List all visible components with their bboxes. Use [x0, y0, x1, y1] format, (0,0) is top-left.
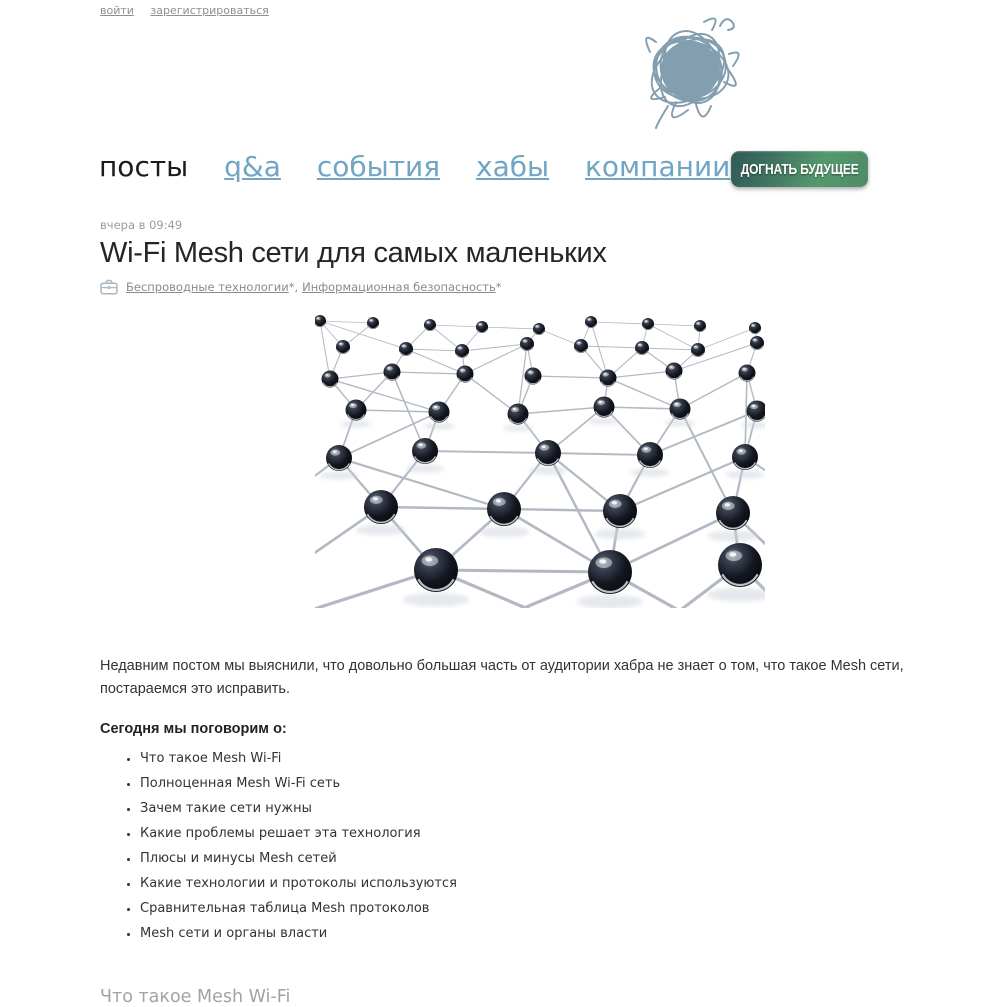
- list-item: • Сравнительная таблица Mesh протоколов: [140, 896, 928, 921]
- login-link[interactable]: войти: [100, 4, 134, 17]
- nav-item-qa[interactable]: q&a: [224, 150, 281, 183]
- list-item: • Что такое Mesh Wi-Fi: [140, 746, 928, 771]
- section-heading: Что такое Mesh Wi-Fi: [100, 987, 291, 1007]
- site-logo[interactable]: [634, 10, 750, 132]
- post-hubs: [100, 279, 928, 295]
- nav-item-hubs[interactable]: хабы: [476, 150, 550, 183]
- ad-banner-button[interactable]: [731, 151, 868, 187]
- register-link[interactable]: зарегистрироваться: [150, 4, 269, 17]
- main-nav: [99, 150, 757, 183]
- hub-link-wireless[interactable]: Беспроводные технологии: [126, 280, 289, 294]
- hub-link-infosec[interactable]: Информационная безопасность: [302, 280, 496, 294]
- hub-mark: *: [495, 280, 502, 294]
- nav-item-companies[interactable]: компании: [585, 150, 731, 183]
- ad-banner-label: ДОГНАТЬ БУДУЩЕЕ: [740, 160, 859, 178]
- scribble-logo-icon: [634, 10, 750, 132]
- nav-item-posts[interactable]: посты: [99, 150, 189, 183]
- list-item: • Полноценная Mesh Wi-Fi сеть: [140, 771, 928, 796]
- auth-links: [100, 4, 282, 17]
- list-item: • Плюсы и минусы Mesh сетей: [140, 846, 928, 871]
- agenda-heading: Сегодня мы поговорим о:: [100, 721, 287, 737]
- agenda-list: [100, 746, 928, 946]
- post-content: [0, 218, 983, 1007]
- site-header: [0, 0, 983, 192]
- list-item: • Mesh сети и органы власти: [140, 921, 928, 946]
- list-item: • Зачем такие сети нужны: [140, 796, 928, 821]
- hub-separator: ,: [294, 280, 299, 294]
- briefcase-icon: [100, 279, 118, 295]
- nav-item-events[interactable]: события: [316, 150, 441, 183]
- post-image-mesh-network: [315, 313, 765, 608]
- post-timestamp: вчера в 09:49: [100, 218, 183, 232]
- post-title: Wi-Fi Mesh сети для самых маленьких: [100, 237, 607, 269]
- list-item: • Какие проблемы решает эта технология: [140, 821, 928, 846]
- list-item: • Какие технологии и протоколы используются: [140, 871, 928, 896]
- post-intro-paragraph: Недавним постом мы выяснили, что довольно большая часть от аудитории хабра не знает о том, что такое Mesh сети, постараемся это исправить.: [100, 658, 904, 697]
- hub-mark: *: [288, 280, 295, 294]
